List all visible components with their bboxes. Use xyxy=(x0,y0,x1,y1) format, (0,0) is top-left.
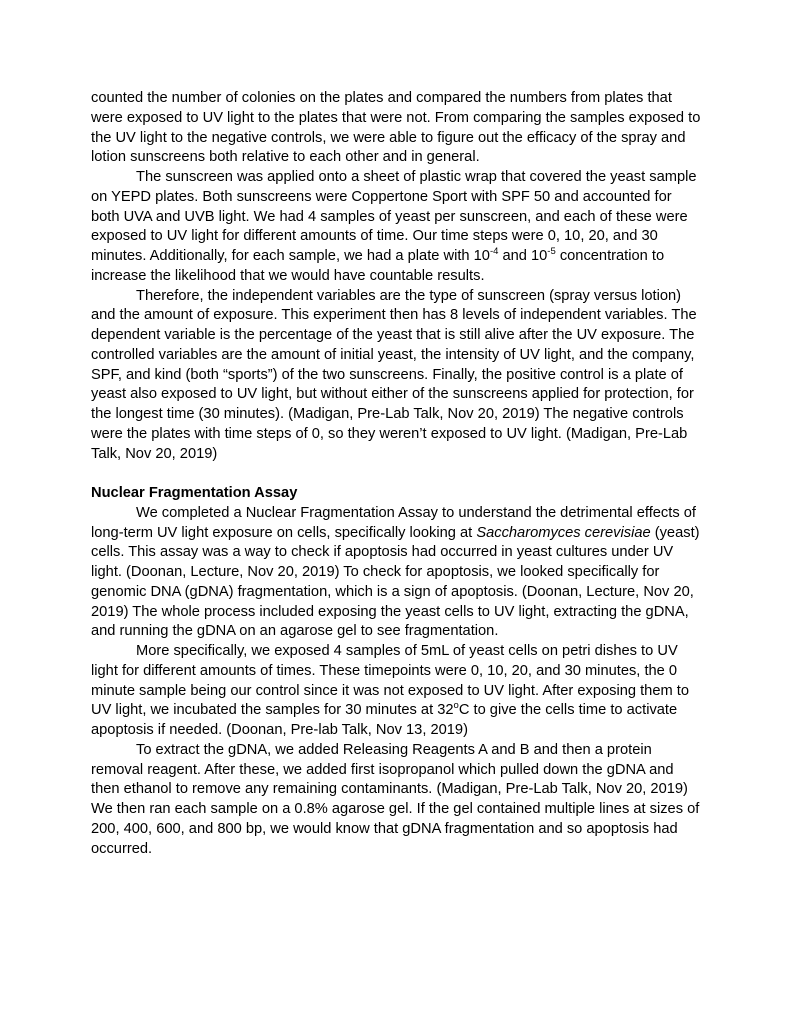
section-heading xyxy=(91,484,702,504)
text-run: To extract the gDNA, we added Releasing Reagents A and B and then a protein removal reagent. After these, we added first isopropanol which pulled down the gDNA and then ethanol to remove any remaining contaminants. (Madigan, Pre-Lab Talk, Nov 20, 2019) We then ran each sample on a 0.8% agarose gel. If the gel contained multiple lines at sizes of 200, 400, 600, and 800 bp, we would know that gDNA fragmentation and so apoptosis had occurred. xyxy=(91,741,700,857)
text-run: The sunscreen was applied onto a sheet of plastic wrap that covered the yeast sample on YEPD plates. Both sunscreens were Coppertone Sport with SPF 50 and accounted for both UVA and UVB light. We had 4 samples of yeast per sunscreen, and each of these were exposed to UV light for different amounts of time. Our time steps were 0, 10, 20, and 30 minutes. Additionally, for each sample, we had a plate with 10 xyxy=(91,169,697,264)
text-run: Therefore, the independent variables are the type of sunscreen (spray versus lotion) and the amount of exposure. This experiment then has 8 levels of independent variables. The dependent variable is the percentage of the yeast that is still alive after the UV exposure. The controlled variables are the amount of initial yeast, the intensity of UV light, and the company, SPF, and kind (both “sports”) of the two sunscreens. Finally, the positive control is a plate of yeast also exposed to UV light, but without either of the sunscreens applied for protection, for the longest time (30 minutes). (Madigan, Pre-Lab Talk, Nov 20, 2019) The negative controls were the plates with time steps of 0, so they weren’t exposed to UV light. (Madigan, Pre-Lab Talk, Nov 20, 2019) xyxy=(91,287,697,462)
paragraph-sunscreen-application xyxy=(91,168,702,287)
paragraph-gdna-extraction xyxy=(91,741,702,860)
species-name-italic: Saccharomyces cerevisiae xyxy=(476,524,651,541)
text-run: C to give the cells time to activate apoptosis if needed. (Doonan, Pre-lab Talk, Nov 13, 2019) xyxy=(91,702,678,738)
paragraph-assay-overview xyxy=(91,504,702,642)
text-run: More specifically, we exposed 4 samples of 5mL of yeast cells on petri dishes to UV light for different amounts of times. These timepoints were 0, 10, 20, and 30 minutes, the 0 minute sample being our control since it was not exposed to UV light. After exposing them to UV light, we incubated the samples for 30 minutes at 32 xyxy=(91,643,689,719)
heading-text: Nuclear Fragmentation Assay xyxy=(91,485,298,501)
text-run: and 10 xyxy=(498,248,548,264)
text-run: concentration to increase the likelihood that we would have countable results. xyxy=(91,248,665,284)
paragraph-variables xyxy=(91,287,702,465)
superscript-exponent: -5 xyxy=(547,246,556,258)
text-run: (yeast) cells. This assay was a way to check if apoptosis had occurred in yeast cultures under UV light. (Doonan, Lecture, Nov 20, 2019) To check for apoptosis, we looked specifically for genomic DNA (gDNA) fragmentation, which is a sign of apoptosis. (Doonan, Lecture, Nov 20, 2019) The whole process included exposing the yeast cells to UV light, extracting the gDNA, and running the gDNA on an agarose gel to see fragmentation. xyxy=(91,524,700,640)
paragraph-methods-continuation xyxy=(91,89,702,168)
text-run: We completed a Nuclear Fragmentation Assay to understand the detrimental effects of long-term UV light exposure on cells, specifically looking at xyxy=(91,504,696,541)
superscript-exponent: -4 xyxy=(489,246,499,258)
superscript-degree: o xyxy=(453,700,459,712)
paragraph-exposure-details xyxy=(91,642,702,741)
text-run: counted the number of colonies on the plates and compared the numbers from plates that were exposed to UV light to the plates that were not. From comparing the samples exposed to the UV light to the negative controls, we were able to figure out the efficacy of the spray and lotion sunscreens both relative to each other and in general. xyxy=(91,90,701,166)
